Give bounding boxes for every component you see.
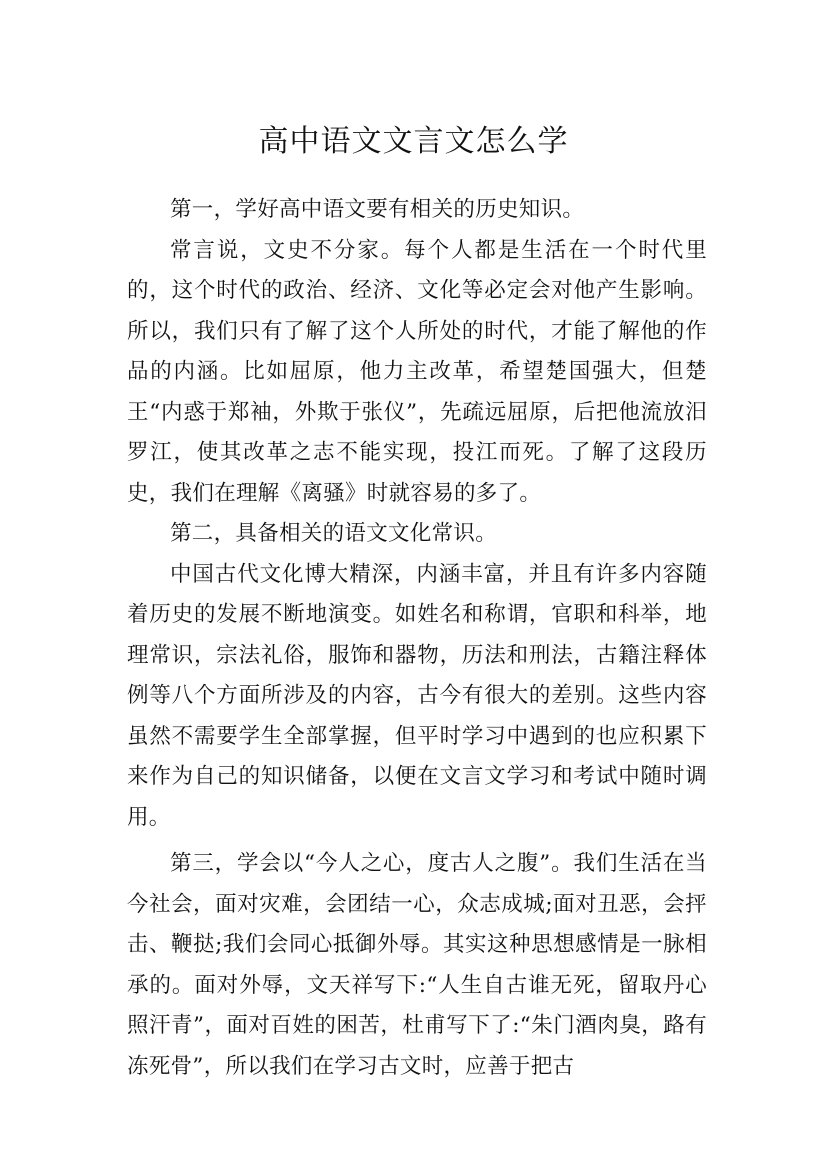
page-title: 高中语文文言文怎么学 (258, 124, 569, 160)
paragraph-4: 中国古代文化博大精深，内涵丰富，并且有许多内容随着历史的发展不断地演变。如姓名和称谓，官职和科举，地理常识，宗法礼俗，服饰和器物，历法和刑法，古籍注释体例等八个方面所涉及的内容，古今有很大的差别。这些内容虽然不需要学生全部掌握，但平时学习中遇到的也应积累下来作为自己的知识储备，以便在文言文学习和考试中随时调用。 (127, 561, 707, 830)
document-body (127, 190, 707, 1087)
paragraph-5: 第三，学会以“今人之心，度古人之腹”。我们生活在当今社会，面对灾难，会团结一心，众志成城;面对丑恶，会抨击、鞭挞;我们会同心抵御外辱。其实这种思想感情是一脉相承的。面对外辱，文天祥写下:“人生自古谁无死，留取丹心照汗青”，面对百姓的困苦，杜甫写下了:“朱门酒肉臭，路有冻死骨”，所以我们在学习古文时，应善于把古 (127, 851, 707, 1079)
paragraph-1: 第一，学好高中语文要有相关的历史知识。 (170, 197, 585, 222)
paragraph-3: 第二，具备相关的语文文化常识。 (170, 521, 498, 546)
paragraph-2: 常言说，文史不分家。每个人都是生活在一个时代里的，这个时代的政治、经济、文化等必定会对他产生影响。所以，我们只有了解了这个人所处的时代，才能了解他的作品的内涵。比如屈原，他力主改革，希望楚国强大，但楚王“内惑于郑袖，外欺于张仪”，先疏远屈原，后把他流放汨罗江，使其改革之志不能实现，投江而死。了解了这段历史，我们在理解《离骚》时就容易的多了。 (127, 237, 707, 506)
